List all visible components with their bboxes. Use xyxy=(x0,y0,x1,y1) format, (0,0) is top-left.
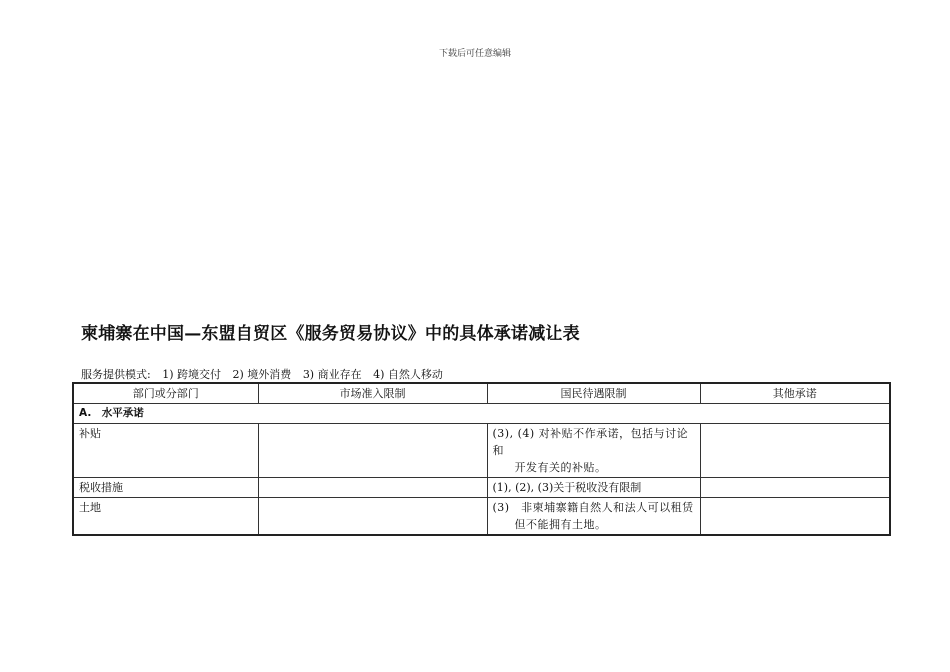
mode-item: 2) 境外消费 xyxy=(232,368,292,381)
table-header-row xyxy=(73,383,890,404)
market-access-cell xyxy=(258,424,487,478)
header-market-access: 市场准入限制 xyxy=(258,383,487,404)
mode-item: 3) 商业存在 xyxy=(302,368,362,381)
header-national-treatment: 国民待遇限制 xyxy=(487,383,700,404)
table-row xyxy=(73,424,890,478)
nt-line: 但不能拥有土地。 xyxy=(514,518,607,531)
other-cell xyxy=(700,424,890,478)
sector-cell: 税收措施 xyxy=(73,478,258,498)
sector-cell: 补贴 xyxy=(73,424,258,478)
national-treatment-cell xyxy=(487,424,700,478)
national-treatment-cell xyxy=(487,498,700,536)
header-note: 下载后可任意编辑 xyxy=(438,49,511,59)
section-row-horizontal xyxy=(73,404,890,424)
market-access-cell xyxy=(258,498,487,536)
service-modes-line xyxy=(81,366,451,382)
other-cell xyxy=(700,498,890,536)
table-row xyxy=(73,498,890,536)
sector-cell: 土地 xyxy=(73,498,258,536)
mode-item: 1) 跨境交付 xyxy=(162,368,222,381)
commitments-table xyxy=(72,382,891,536)
other-cell xyxy=(700,478,890,498)
table-row xyxy=(73,478,890,498)
section-a-label: A. 水平承诺 xyxy=(73,404,890,424)
market-access-cell xyxy=(258,478,487,498)
nt-line: (3), (4) 对补贴不作承诺，包括与讨论和 xyxy=(492,427,689,457)
header-other-commitments: 其他承诺 xyxy=(700,383,890,404)
header-sector: 部门或分部门 xyxy=(73,383,258,404)
nt-line: 开发有关的补贴。 xyxy=(514,461,607,474)
nt-line: (3) 非柬埔寨籍自然人和法人可以租赁 xyxy=(492,501,694,514)
mode-item: 4) 自然人移动 xyxy=(373,368,443,381)
document-title: 柬埔寨在中国—东盟自贸区《服务贸易协议》中的具体承诺减让表 xyxy=(81,324,580,344)
commitments-table-wrapper xyxy=(72,382,889,536)
modes-label: 服务提供模式: xyxy=(81,368,151,381)
national-treatment-cell: (1), (2), (3)关于税收没有限制 xyxy=(487,478,700,498)
